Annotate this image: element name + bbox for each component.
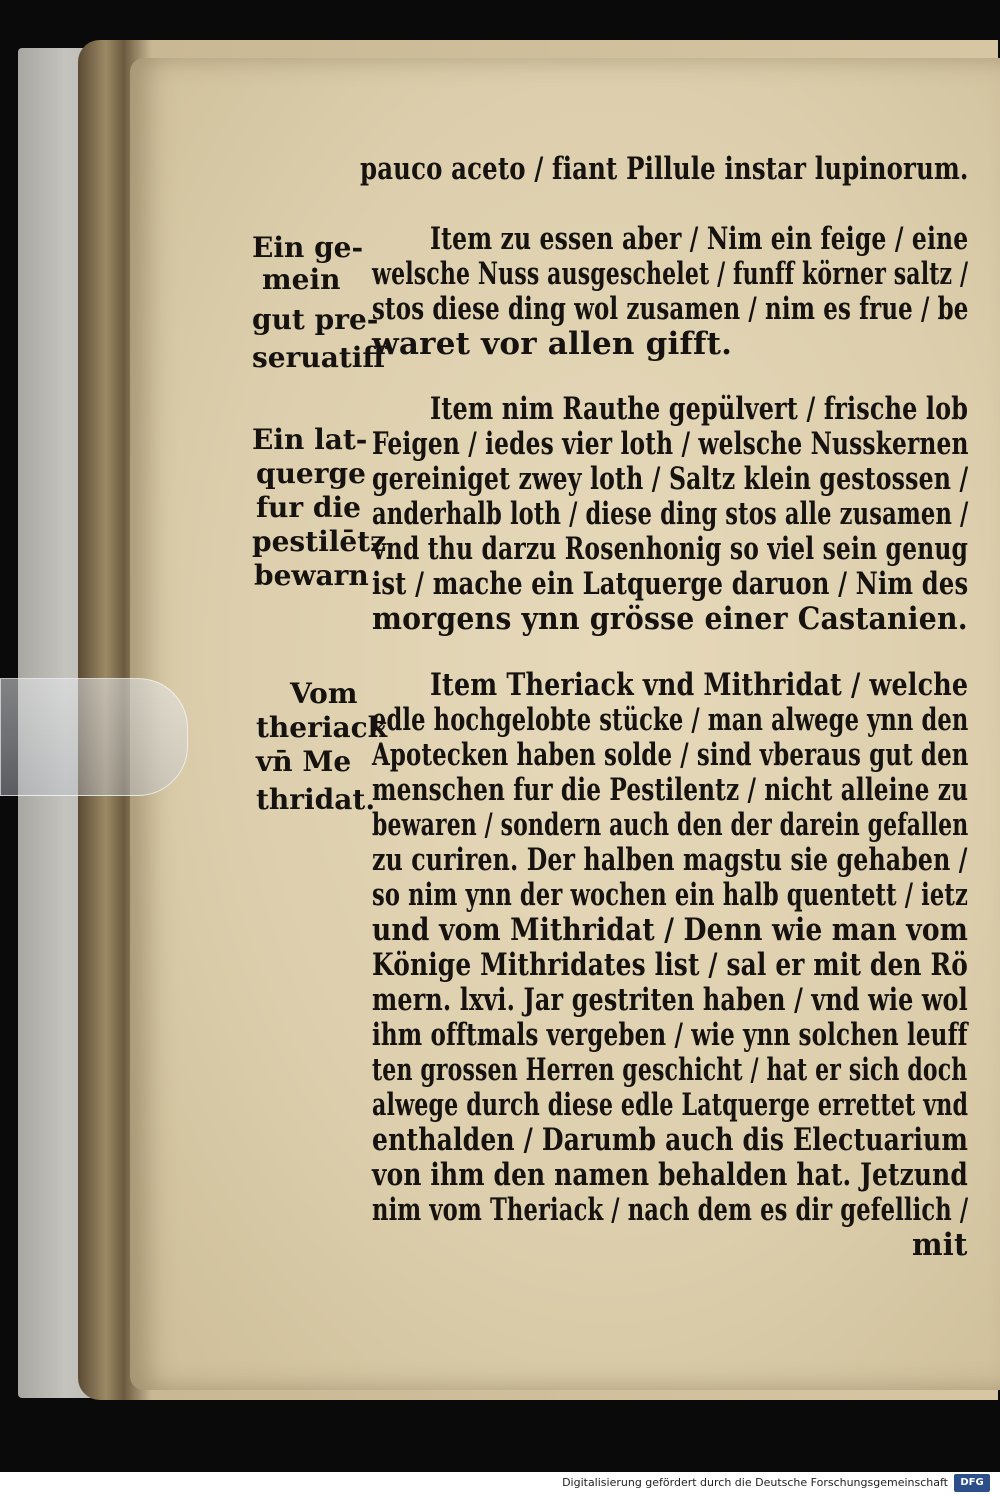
margin-note-line: Vom: [290, 677, 358, 710]
text-line: Könige Mithridates list / sal er mit den Rö: [372, 947, 969, 983]
text-line: pauco aceto / fiant Pillule instar lupinorum.: [360, 151, 969, 187]
text-line: anderhalb loth / diese ding stos alle zusamen /: [372, 496, 969, 532]
text-line: und vom Mithridat / Denn wie man vom: [372, 912, 968, 948]
text-line: Apotecken haben solde / sind vberaus gut den: [372, 737, 969, 773]
margin-note-line: fur die: [256, 491, 361, 524]
text-line: vnd thu darzu Rosenhonig so viel sein genug: [372, 531, 969, 567]
margin-note-line: gut pre-: [252, 303, 379, 336]
text-line: waret vor allen gifft.: [372, 326, 733, 362]
text-line: Item zu essen aber / Nim ein feige / eine: [430, 221, 969, 257]
digitization-footer: [0, 1472, 1000, 1496]
text-line: nim vom Theriack / nach dem es dir gefellich /: [372, 1192, 969, 1228]
text-line: alwege durch diese edle Latquerge errettet vnd: [372, 1087, 969, 1123]
dfg-logo: DFG: [954, 1474, 990, 1492]
text-line: ten grossen Herren geschicht / hat er sich doch: [372, 1052, 968, 1088]
margin-note-line: bewarn: [254, 559, 369, 592]
text-line: edle hochgelobte stücke / man alwege ynn den: [372, 702, 969, 738]
text-line: zu curiren. Der halben magstu sie gehaben /: [372, 842, 968, 878]
margin-note-line: Ein lat-: [252, 423, 368, 456]
text-line: welsche Nuss ausgeschelet / funff körner saltz /: [372, 256, 969, 292]
margin-note-line: Ein ge-: [252, 231, 364, 264]
text-line: von ihm den namen behalden hat. Jetzund: [372, 1157, 968, 1193]
footer-credit-text: Digitalisierung gefördert durch die Deutsche Forschungsgemeinschaft: [562, 1476, 948, 1489]
margin-note-line: thridat.: [256, 783, 376, 816]
text-line: ist / mache ein Latquerge daruon / Nim des: [372, 566, 969, 602]
margin-note-line: pestilētz: [252, 525, 387, 558]
text-line: enthalden / Darumb auch dis Electuarium: [372, 1122, 969, 1158]
text-line: morgens ynn grösse einer Castanien.: [372, 601, 968, 637]
margin-note-line: seruatiff: [252, 341, 386, 374]
text-line: stos diese ding wol zusamen / nim es frue / be: [372, 291, 969, 327]
catchword: mit: [912, 1227, 968, 1263]
text-line: Item nim Rauthe gepülvert / frische lob: [430, 391, 969, 427]
text-line: Item Theriack vnd Mithridat / welche: [430, 667, 969, 703]
margin-note-line: querge: [256, 457, 366, 490]
margin-note-line: vn̄ Me: [256, 745, 352, 778]
margin-note-line: theriack: [256, 711, 388, 744]
text-line: Feigen / iedes vier loth / welsche Nusskernen: [372, 426, 969, 462]
text-line: bewaren / sondern auch den der darein gefallen: [372, 807, 969, 843]
text-line: so nim ynn der wochen ein halb quentett / ietz: [372, 877, 968, 913]
text-line: menschen fur die Pestilentz / nicht alleine zu: [372, 772, 969, 808]
text-line: mern. lxvi. Jar gestriten haben / vnd wie wol: [372, 982, 968, 1018]
margin-note-line: mein: [262, 263, 341, 296]
text-line: ihm offtmals vergeben / wie ynn solchen leuff: [372, 1017, 968, 1053]
page-holder-clip: [0, 678, 188, 796]
text-line: gereiniget zwey loth / Saltz klein gestossen /: [372, 461, 969, 497]
